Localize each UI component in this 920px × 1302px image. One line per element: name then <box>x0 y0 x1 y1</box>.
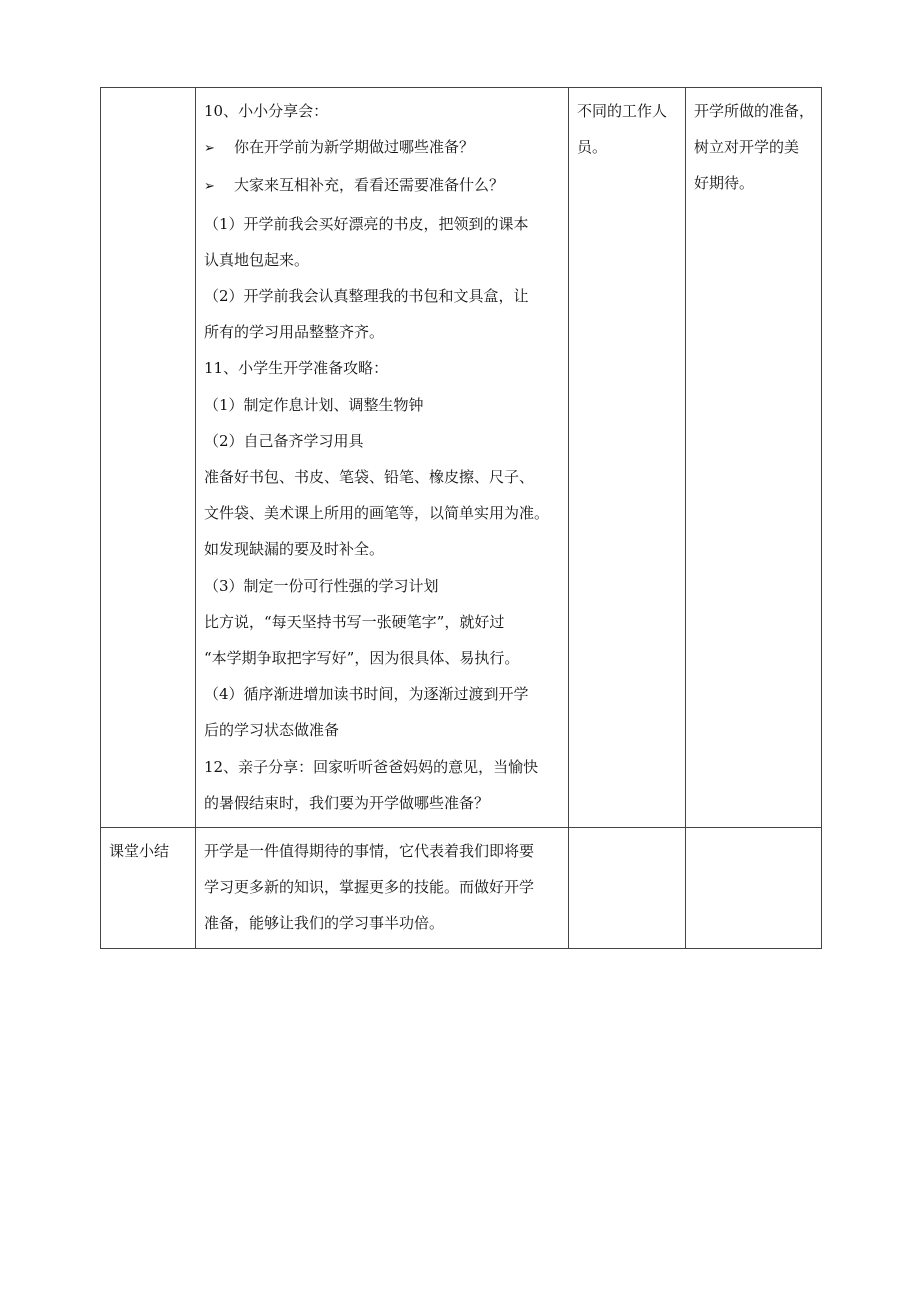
activity-line: （2）自己备齐学习用具 <box>204 431 364 450</box>
lesson-plan-table <box>100 87 822 949</box>
arrow-bullet-icon: ➢ <box>204 179 215 195</box>
summary-row <box>101 828 822 949</box>
activity-line: （4）循序渐进增加读书时间，为逐渐过渡到开学 <box>204 685 529 704</box>
activity-line: 后的学习状态做准备 <box>204 721 340 740</box>
participants-line: 不同的工作人 <box>577 102 668 120</box>
row1-participants-cell <box>569 88 686 828</box>
summary-line: 开学是一件值得期待的事情，它代表着我们即将要 <box>204 842 535 861</box>
activity-line: （1）制定作息计划、调整生物钟 <box>204 395 424 414</box>
bullet-text: 你在开学前为新学期做过哪些准备？ <box>234 138 475 157</box>
bullet-text: 大家来互相补充，看看还需要准备什么？ <box>234 176 505 195</box>
activity-line: （2）开学前我会认真整理我的书包和文具盒，让 <box>204 287 529 306</box>
activity-line: （1）开学前我会买好漂亮的书皮，把领到的课本 <box>204 214 529 233</box>
summary-cell <box>196 828 569 949</box>
row2-participants-cell <box>569 828 686 949</box>
row1-intent-cell <box>686 88 822 828</box>
activity-line: 准备好书包、书皮、笔袋、铅笔、橡皮擦、尺子、 <box>204 468 535 487</box>
intent-line: 树立对开学的美 <box>694 138 800 157</box>
intent-line: 好期待。 <box>694 174 755 193</box>
activity-line: 所有的学习用品整整齐齐。 <box>204 323 385 342</box>
activity-line: 的暑假结束时，我们要为开学做哪些准备？ <box>204 793 490 812</box>
participants-line: 员。 <box>577 138 608 157</box>
row1-section-cell <box>101 88 196 828</box>
activity-line: 10、小小分享会： <box>204 102 329 120</box>
arrow-bullet-icon: ➢ <box>204 141 215 157</box>
row1-activity-cell <box>196 88 569 828</box>
activity-line: （3）制定一份可行性强的学习计划 <box>204 576 439 595</box>
row2-intent-cell <box>686 828 822 949</box>
activity-line: “本学期争取把字写好”，因为很具体、易执行。 <box>204 649 520 668</box>
bullet-question <box>204 167 560 205</box>
summary-line: 学习更多新的知识，掌握更多的技能。而做好开学 <box>204 878 535 897</box>
activity-line: 11、小学生开学准备攻略： <box>204 359 389 378</box>
activity-row <box>101 88 822 828</box>
intent-line: 开学所做的准备， <box>694 102 815 120</box>
activity-line: 12、亲子分享：回家听听爸爸妈妈的意见，当愉快 <box>204 757 539 776</box>
summary-line: 准备，能够让我们的学习事半功倍。 <box>204 914 445 933</box>
bullet-question <box>204 129 560 167</box>
activity-line: 如发现缺漏的要及时补全。 <box>204 540 385 559</box>
summary-label: 课堂小结 <box>101 828 196 949</box>
activity-line: 认真地包起来。 <box>204 250 310 269</box>
activity-line: 比方说，“每天坚持书写一张硬笔字”，就好过 <box>204 612 505 631</box>
activity-line: 文件袋、美术课上所用的画笔等，以简单实用为准。 <box>204 504 550 523</box>
